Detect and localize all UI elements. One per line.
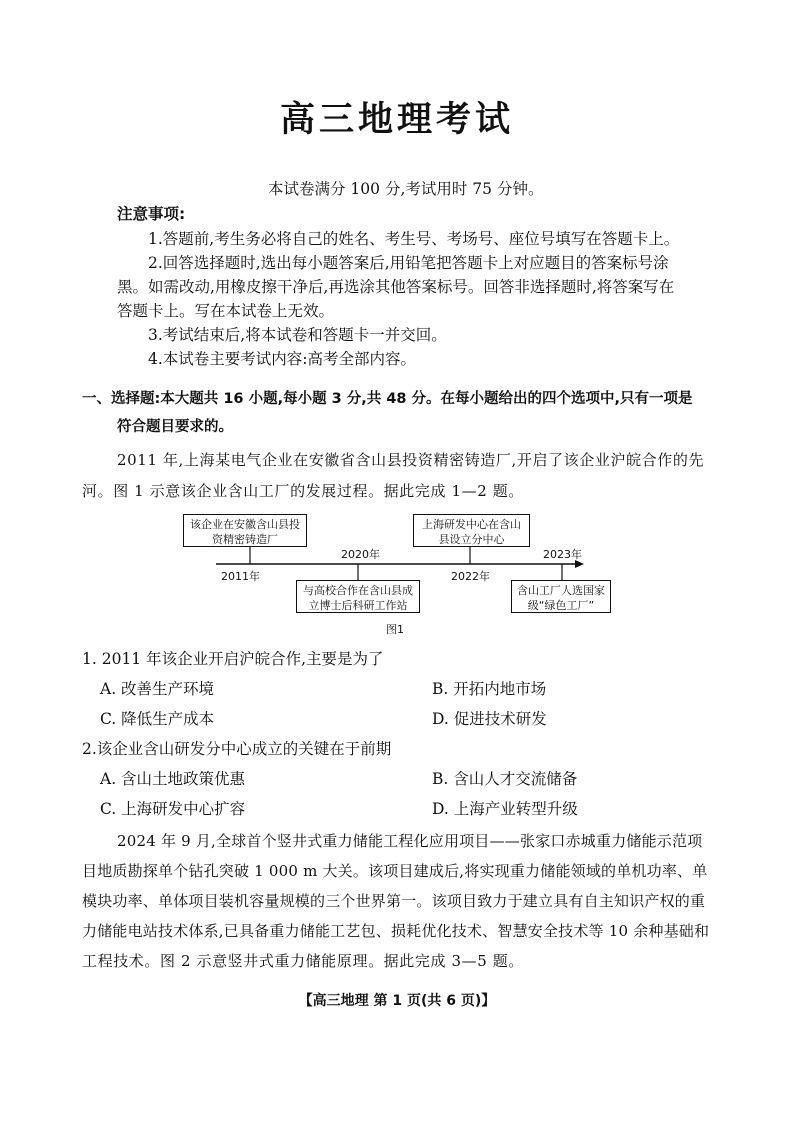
- passage2-line5: 工程技术。图 2 示意竖井式重力储能原理。据此完成 3—5 题。: [82, 952, 524, 970]
- figure-1-caption: 图1: [386, 623, 404, 636]
- timeline-year-2011: 2011年: [221, 570, 260, 583]
- passage2-line2: 目地质勘探单个钻孔突破 1 000 m 大关。该项目建成后,将实现重力储能领域的单机功率、单: [82, 862, 708, 880]
- timeline-year-2020: 2020年: [341, 548, 380, 561]
- notice-item-1: 1.答题前,考生务必将自己的姓名、考生号、考场号、座位号填写在答题卡上。: [148, 230, 680, 248]
- timeline-box-2011: 该企业在安徽含山县投资精密铸造厂: [183, 514, 307, 547]
- question-1-option-a: A. 改善生产环境: [100, 680, 215, 698]
- timeline-box-2020: 与高校合作在含山县成立博士后科研工作站: [296, 580, 420, 613]
- passage1-line1: 2011 年,上海某电气企业在安徽省含山县投资精密铸造厂,开启了该企业沪皖合作的先: [117, 451, 705, 469]
- passage2-line1: 2024 年 9 月,全球首个竖井式重力储能工程化应用项目——张家口赤城重力储能示范项: [117, 832, 703, 850]
- notice-item-2-cont: 黑。如需改动,用橡皮擦干净后,再选涂其他答案标号。回答非选择题时,将答案写在: [117, 278, 675, 296]
- question-1-option-b: B. 开拓内地市场: [432, 680, 547, 698]
- question-2-option-c: C. 上海研发中心扩容: [100, 800, 246, 818]
- question-2-option-b: B. 含山人才交流储备: [432, 770, 578, 788]
- question-2-option-d: D. 上海产业转型升级: [432, 800, 578, 818]
- question-2-option-a: A. 含山土地政策优惠: [100, 770, 246, 788]
- section-heading-cont: 符合题目要求的。: [117, 419, 233, 435]
- passage2-line3: 模块功率、单体项目装机容量规模的三个世界第一。该项目致力于建立具有自主知识产权的重: [82, 892, 706, 910]
- timeline-year-2022: 2022年: [451, 570, 490, 583]
- page-footer: 【高三地理 第 1 页(共 6 页)】: [298, 993, 496, 1009]
- question-1-stem: 1. 2011 年该企业开启沪皖合作,主要是为了: [82, 650, 384, 668]
- notice-item-2-end: 答题卡上。写在本试卷上无效。: [117, 302, 335, 320]
- page-title: 高三地理考试: [279, 100, 514, 140]
- timeline-box-2023: 含山工厂人选国家级“绿色工厂”: [511, 580, 611, 613]
- question-2-stem: 2.该企业含山研发分中心成立的关键在于前期: [82, 740, 392, 758]
- notice-heading: 注意事项:: [117, 205, 186, 223]
- exam-subtitle: 本试卷满分 100 分,考试用时 75 分钟。: [268, 180, 544, 198]
- passage1-line2: 河。图 1 示意该企业含山工厂的发展过程。据此完成 1—2 题。: [82, 482, 524, 500]
- notice-item-3: 3.考试结束后,将本试卷和答题卡一并交回。: [148, 326, 447, 344]
- timeline-box-2022: 上海研发中心在含山县设立分中心: [413, 514, 530, 547]
- notice-item-4: 4.本试卷主要考试内容:高考全部内容。: [148, 350, 417, 368]
- section-heading: 一、选择题:本大题共 16 小题,每小题 3 分,共 48 分。在每小题给出的四个选项中,只有一项是: [82, 391, 693, 407]
- timeline-year-2023: 2023年: [543, 548, 582, 561]
- question-1-option-d: D. 促进技术研发: [432, 710, 547, 728]
- notice-item-2: 2.回答选择题时,选出每小题答案后,用铅笔把答题卡上对应题目的答案标号涂: [148, 254, 669, 272]
- question-1-option-c: C. 降低生产成本: [100, 710, 215, 728]
- passage2-line4: 力储能电站技术体系,已具备重力储能工艺包、损耗优化技术、智慧安全技术等 10 余种基础和: [82, 922, 710, 940]
